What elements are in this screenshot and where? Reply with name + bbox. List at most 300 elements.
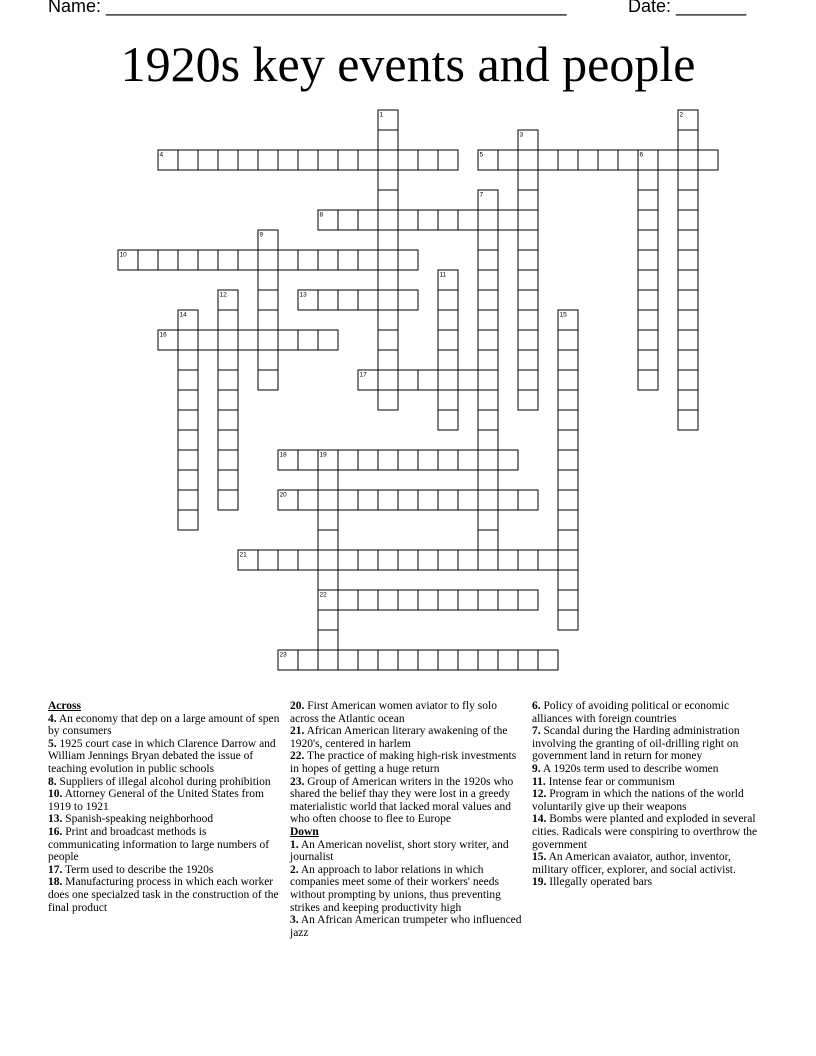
grid-cell[interactable] <box>678 130 698 150</box>
grid-cell[interactable] <box>638 250 658 270</box>
grid-cell[interactable] <box>638 270 658 290</box>
grid-cell[interactable] <box>518 330 538 350</box>
grid-cell[interactable] <box>258 550 278 570</box>
grid-cell[interactable] <box>678 350 698 370</box>
grid-cell[interactable] <box>518 350 538 370</box>
grid-cell[interactable] <box>478 250 498 270</box>
across-heading: Across <box>48 700 82 712</box>
clue-item <box>48 813 280 826</box>
grid-cell[interactable] <box>498 550 518 570</box>
grid-number: 1 <box>379 111 384 119</box>
grid-cell[interactable] <box>378 310 398 330</box>
grid-cell[interactable] <box>698 150 718 170</box>
grid-cell[interactable] <box>218 370 238 390</box>
grid-cell[interactable] <box>378 330 398 350</box>
grid-cell[interactable] <box>438 390 458 410</box>
clue-number: 19. <box>532 876 547 889</box>
grid-cell[interactable] <box>558 510 578 530</box>
grid-cell[interactable] <box>518 250 538 270</box>
grid-cell[interactable] <box>318 470 338 490</box>
grid-cell[interactable] <box>398 370 418 390</box>
grid-cell[interactable] <box>638 290 658 310</box>
clue-text: Illegally operated bars <box>549 876 653 889</box>
grid-cell[interactable] <box>678 150 698 170</box>
grid-cell[interactable] <box>178 470 198 490</box>
grid-cell[interactable] <box>458 210 478 230</box>
grid-cell[interactable] <box>498 210 518 230</box>
grid-cell[interactable] <box>518 310 538 330</box>
clue-text: An American avaiator, author, inventor, military officer, explorer, and social activist. <box>532 851 736 876</box>
grid-cell[interactable] <box>478 650 498 670</box>
grid-cell[interactable] <box>418 370 438 390</box>
clue-number: 11. <box>532 775 546 788</box>
grid-cell[interactable] <box>458 590 478 610</box>
grid-cell[interactable] <box>678 250 698 270</box>
grid-cell[interactable] <box>298 550 318 570</box>
grid-cell[interactable] <box>438 310 458 330</box>
grid-cell[interactable] <box>418 550 438 570</box>
clue-item <box>48 776 280 789</box>
grid-cell[interactable] <box>478 370 498 390</box>
grid-cell[interactable] <box>218 150 238 170</box>
clue-item <box>48 864 280 877</box>
grid-number: 7 <box>479 191 484 199</box>
grid-cell[interactable] <box>678 370 698 390</box>
grid-cell[interactable] <box>438 370 458 390</box>
grid-cell[interactable] <box>498 490 518 510</box>
clue-text: An approach to labor relations in which companies meet some of their workers' needs without prompting by unions, thus preventing strikes and keeping productivity high <box>290 863 501 914</box>
grid-cell[interactable] <box>598 150 618 170</box>
grid-cell[interactable] <box>378 230 398 250</box>
grid-cell[interactable] <box>558 470 578 490</box>
grid-cell[interactable] <box>498 450 518 470</box>
clue-item <box>290 750 526 775</box>
clue-text: An African American trumpeter who influenced jazz <box>290 914 522 939</box>
grid-cell[interactable] <box>398 490 418 510</box>
grid-cell[interactable] <box>298 650 318 670</box>
grid-cell[interactable] <box>158 250 178 270</box>
grid-cell[interactable] <box>438 410 458 430</box>
grid-cell[interactable] <box>318 630 338 650</box>
grid-cell[interactable] <box>258 370 278 390</box>
grid-cell[interactable] <box>638 330 658 350</box>
grid-cell[interactable] <box>178 350 198 370</box>
clue-text: Attorney General of the United States from 1919 to 1921 <box>48 788 264 813</box>
grid-cell[interactable] <box>418 490 438 510</box>
grid-cell[interactable] <box>398 590 418 610</box>
grid-cell[interactable] <box>638 350 658 370</box>
grid-cell[interactable] <box>578 150 598 170</box>
grid-cell[interactable] <box>218 490 238 510</box>
clue-text: Print and broadcast methods is communicating information to large numbers of people <box>48 825 270 864</box>
grid-cell[interactable] <box>398 450 418 470</box>
grid-cell[interactable] <box>558 450 578 470</box>
grid-cell[interactable] <box>518 650 538 670</box>
grid-cell[interactable] <box>398 210 418 230</box>
grid-cell[interactable] <box>478 390 498 410</box>
grid-cell[interactable] <box>678 230 698 250</box>
grid-cell[interactable] <box>358 590 378 610</box>
grid-cell[interactable] <box>218 350 238 370</box>
grid-cell[interactable] <box>618 150 638 170</box>
grid-cell[interactable] <box>478 330 498 350</box>
grid-cell[interactable] <box>378 250 398 270</box>
grid-cell[interactable] <box>318 610 338 630</box>
grid-cell[interactable] <box>518 370 538 390</box>
grid-cell[interactable] <box>258 290 278 310</box>
grid-number: 11 <box>439 271 447 279</box>
grid-cell[interactable] <box>498 650 518 670</box>
grid-cell[interactable] <box>558 370 578 390</box>
grid-cell[interactable] <box>458 490 478 510</box>
grid-cell[interactable] <box>418 590 438 610</box>
grid-cell[interactable] <box>658 150 678 170</box>
grid-cell[interactable] <box>458 370 478 390</box>
grid-cell[interactable] <box>478 470 498 490</box>
clues-column-2 <box>290 700 526 939</box>
grid-cell[interactable] <box>318 150 338 170</box>
grid-cell[interactable] <box>678 170 698 190</box>
grid-cell[interactable] <box>538 650 558 670</box>
grid-cell[interactable] <box>218 330 238 350</box>
grid-cell[interactable] <box>638 370 658 390</box>
grid-cell[interactable] <box>478 530 498 550</box>
grid-cell[interactable] <box>378 170 398 190</box>
clue-item <box>290 914 526 939</box>
grid-cell[interactable] <box>218 410 238 430</box>
grid-cell[interactable] <box>358 550 378 570</box>
grid-cell[interactable] <box>358 250 378 270</box>
grid-cell[interactable] <box>218 430 238 450</box>
grid-cell[interactable] <box>378 130 398 150</box>
grid-cell[interactable] <box>378 650 398 670</box>
clue-item <box>532 813 768 851</box>
puzzle-title: 1920s key events and people <box>120 36 696 92</box>
grid-cell[interactable] <box>558 610 578 630</box>
grid-cell[interactable] <box>438 550 458 570</box>
date-field[interactable]: Date: _______ <box>628 0 747 16</box>
grid-cell[interactable] <box>338 290 358 310</box>
grid-cell[interactable] <box>478 450 498 470</box>
clue-number: 10. <box>48 788 63 801</box>
clue-number: 9. <box>532 762 541 775</box>
clue-text: Manufacturing process in which each worker does one specialzed task in the construction of the final product <box>48 876 279 914</box>
grid-cell[interactable] <box>318 250 338 270</box>
grid-cell[interactable] <box>438 150 458 170</box>
grid-cell[interactable] <box>178 450 198 470</box>
grid-cell[interactable] <box>478 430 498 450</box>
grid-cell[interactable] <box>478 210 498 230</box>
grid-cell[interactable] <box>378 590 398 610</box>
clue-item <box>290 700 526 725</box>
grid-cell[interactable] <box>638 190 658 210</box>
clue-number: 4. <box>48 712 57 725</box>
grid-number: 3 <box>519 131 524 139</box>
grid-cell[interactable] <box>238 150 258 170</box>
grid-cell[interactable] <box>258 150 278 170</box>
grid-cell[interactable] <box>438 210 458 230</box>
grid-cell[interactable] <box>318 530 338 550</box>
clue-text: Group of American writers in the 1920s who shared the belief thay they were lost in a greedy materialistic world that lacked moral values and who often choose to flee to Europe <box>290 775 514 826</box>
clue-number: 12. <box>532 788 547 801</box>
grid-cell[interactable] <box>378 190 398 210</box>
grid-cell[interactable] <box>558 410 578 430</box>
grid-cell[interactable] <box>678 390 698 410</box>
grid-cell[interactable] <box>238 250 258 270</box>
grid-cell[interactable] <box>338 650 358 670</box>
clue-text: 1925 court case in which Clarence Darrow and William Jennings Bryan debated the issue of teaching evolution in public schools <box>48 737 276 775</box>
grid-cell[interactable] <box>338 550 358 570</box>
grid-cell[interactable] <box>438 350 458 370</box>
grid-cell[interactable] <box>218 310 238 330</box>
grid-cell[interactable] <box>378 370 398 390</box>
grid-cell[interactable] <box>518 150 538 170</box>
grid-cell[interactable] <box>138 250 158 270</box>
grid-cell[interactable] <box>218 470 238 490</box>
grid-cell[interactable] <box>438 450 458 470</box>
grid-cell[interactable] <box>678 290 698 310</box>
grid-number: 5 <box>479 151 484 159</box>
clue-item <box>48 738 280 776</box>
grid-cell[interactable] <box>678 190 698 210</box>
grid-cell[interactable] <box>298 250 318 270</box>
clue-item <box>290 864 526 914</box>
grid-cell[interactable] <box>558 150 578 170</box>
grid-cell[interactable] <box>338 590 358 610</box>
grid-cell[interactable] <box>258 330 278 350</box>
grid-cell[interactable] <box>438 330 458 350</box>
grid-cell[interactable] <box>638 170 658 190</box>
grid-cell[interactable] <box>558 330 578 350</box>
clue-item <box>532 788 768 813</box>
grid-cell[interactable] <box>278 330 298 350</box>
grid-cell[interactable] <box>358 290 378 310</box>
grid-cell[interactable] <box>218 390 238 410</box>
clue-number: 18. <box>48 876 63 889</box>
grid-cell[interactable] <box>418 650 438 670</box>
grid-cell[interactable] <box>178 330 198 350</box>
grid-cell[interactable] <box>378 450 398 470</box>
grid-cell[interactable] <box>558 390 578 410</box>
grid-cell[interactable] <box>678 270 698 290</box>
grid-number: 14 <box>179 311 187 319</box>
grid-cell[interactable] <box>638 210 658 230</box>
grid-cell[interactable] <box>558 430 578 450</box>
grid-cell[interactable] <box>258 310 278 330</box>
grid-cell[interactable] <box>558 490 578 510</box>
grid-cell[interactable] <box>378 350 398 370</box>
grid-cell[interactable] <box>258 270 278 290</box>
grid-cell[interactable] <box>398 250 418 270</box>
grid-cell[interactable] <box>258 350 278 370</box>
grid-cell[interactable] <box>638 310 658 330</box>
grid-number: 10 <box>119 251 127 259</box>
grid-cell[interactable] <box>378 490 398 510</box>
grid-cell[interactable] <box>478 270 498 290</box>
grid-cell[interactable] <box>518 170 538 190</box>
grid-cell[interactable] <box>678 410 698 430</box>
grid-cell[interactable] <box>338 210 358 230</box>
grid-cell[interactable] <box>418 210 438 230</box>
grid-cell[interactable] <box>178 250 198 270</box>
grid-cell[interactable] <box>638 230 658 250</box>
grid-cell[interactable] <box>178 370 198 390</box>
grid-cell[interactable] <box>558 550 578 570</box>
clue-text: Suppliers of illegal alcohol during prohibition <box>59 775 271 788</box>
grid-cell[interactable] <box>518 190 538 210</box>
clue-number: 6. <box>532 700 541 712</box>
grid-number: 13 <box>299 291 307 299</box>
grid-cell[interactable] <box>518 270 538 290</box>
grid-cell[interactable] <box>558 530 578 550</box>
grid-cell[interactable] <box>378 290 398 310</box>
grid-cell[interactable] <box>178 490 198 510</box>
clue-number: 7. <box>532 725 541 738</box>
grid-cell[interactable] <box>218 450 238 470</box>
grid-cell[interactable] <box>378 550 398 570</box>
grid-cell[interactable] <box>438 490 458 510</box>
clue-item <box>290 776 526 826</box>
grid-cell[interactable] <box>518 230 538 250</box>
grid-cell[interactable] <box>178 510 198 530</box>
grid-cell[interactable] <box>458 650 478 670</box>
grid-number: 15 <box>559 311 567 319</box>
clue-number: 13. <box>48 813 63 826</box>
grid-cell[interactable] <box>478 350 498 370</box>
name-field[interactable]: Name: ______________________________________________ <box>48 0 567 16</box>
grid-cell[interactable] <box>198 150 218 170</box>
clue-text: Scandal during the Harding administration involving the granting of oil-drilling right on government land in return for money <box>532 725 740 763</box>
grid-cell[interactable] <box>298 150 318 170</box>
grid-cell[interactable] <box>298 490 318 510</box>
clues-column-1 <box>48 700 280 914</box>
grid-cell[interactable] <box>338 250 358 270</box>
grid-cell[interactable] <box>318 490 338 510</box>
grid-cell[interactable] <box>338 450 358 470</box>
grid-cell[interactable] <box>398 150 418 170</box>
grid-number: 17 <box>359 371 367 379</box>
grid-cell[interactable] <box>358 650 378 670</box>
grid-cell[interactable] <box>358 210 378 230</box>
clue-number: 5. <box>48 737 57 750</box>
grid-cell[interactable] <box>318 570 338 590</box>
grid-cell[interactable] <box>538 150 558 170</box>
grid-cell[interactable] <box>378 390 398 410</box>
grid-number: 2 <box>679 111 684 119</box>
clue-item <box>532 763 768 776</box>
grid-cell[interactable] <box>218 250 238 270</box>
clues-column-3 <box>532 700 768 889</box>
grid-cell[interactable] <box>278 250 298 270</box>
grid-cell[interactable] <box>258 250 278 270</box>
clue-item <box>48 876 280 914</box>
grid-cell[interactable] <box>398 290 418 310</box>
clue-item <box>532 725 768 763</box>
grid-cell[interactable] <box>458 450 478 470</box>
grid-cell[interactable] <box>318 550 338 570</box>
grid-cell[interactable] <box>518 390 538 410</box>
grid-cell[interactable] <box>178 390 198 410</box>
grid-cell[interactable] <box>538 550 558 570</box>
clue-text: Program in which the nations of the world voluntarily give up their weapons <box>532 788 744 813</box>
grid-cell[interactable] <box>418 150 438 170</box>
grid-number: 23 <box>279 651 287 659</box>
clue-text: An economy that dep on a large amount of spen by consumers <box>48 712 280 738</box>
grid-cell[interactable] <box>498 150 518 170</box>
grid-cell[interactable] <box>198 330 218 350</box>
grid-number: 4 <box>159 151 164 159</box>
grid-cell[interactable] <box>518 550 538 570</box>
grid-cell[interactable] <box>678 310 698 330</box>
grid-cell[interactable] <box>518 210 538 230</box>
grid-cell[interactable] <box>318 290 338 310</box>
grid-cell[interactable] <box>478 290 498 310</box>
grid-cell[interactable] <box>178 410 198 430</box>
grid-cell[interactable] <box>278 150 298 170</box>
grid-cell[interactable] <box>298 330 318 350</box>
grid-cell[interactable] <box>458 550 478 570</box>
grid-cell[interactable] <box>418 450 438 470</box>
grid-cell[interactable] <box>478 230 498 250</box>
grid-cell[interactable] <box>678 330 698 350</box>
grid-cell[interactable] <box>518 490 538 510</box>
grid-cell[interactable] <box>478 310 498 330</box>
grid-cell[interactable] <box>358 450 378 470</box>
grid-cell[interactable] <box>318 330 338 350</box>
grid-cell[interactable] <box>398 550 418 570</box>
grid-cell[interactable] <box>378 150 398 170</box>
grid-cell[interactable] <box>198 250 218 270</box>
grid-cell[interactable] <box>478 510 498 530</box>
grid-cell[interactable] <box>438 590 458 610</box>
clue-text: Term used to describe the 1920s <box>65 863 214 876</box>
grid-cell[interactable] <box>298 450 318 470</box>
clue-text: First American women aviator to fly solo across the Atlantic ocean <box>290 700 497 725</box>
grid-cell[interactable] <box>318 510 338 530</box>
grid-cell[interactable] <box>478 490 498 510</box>
grid-cell[interactable] <box>378 210 398 230</box>
grid-cell[interactable] <box>478 550 498 570</box>
grid-cell[interactable] <box>678 210 698 230</box>
grid-cell[interactable] <box>358 150 378 170</box>
grid-cell[interactable] <box>558 590 578 610</box>
grid-cell[interactable] <box>318 650 338 670</box>
clue-text: Spanish-speaking neighborhood <box>65 813 214 826</box>
grid-cell[interactable] <box>478 410 498 430</box>
grid-cell[interactable] <box>558 570 578 590</box>
grid-number: 16 <box>159 331 167 339</box>
grid-cell[interactable] <box>358 490 378 510</box>
grid-cell[interactable] <box>438 650 458 670</box>
grid-cell[interactable] <box>238 330 258 350</box>
grid-cell[interactable] <box>178 430 198 450</box>
grid-cell[interactable] <box>478 590 498 610</box>
grid-cell[interactable] <box>558 350 578 370</box>
grid-cell[interactable] <box>278 550 298 570</box>
grid-cell[interactable] <box>398 650 418 670</box>
clue-number: 20. <box>290 700 305 712</box>
grid-cell[interactable] <box>338 490 358 510</box>
grid-cell[interactable] <box>498 590 518 610</box>
grid-cell[interactable] <box>378 270 398 290</box>
grid-cell[interactable] <box>518 590 538 610</box>
clue-item <box>48 788 280 813</box>
grid-cell[interactable] <box>518 290 538 310</box>
grid-cell[interactable] <box>178 150 198 170</box>
clue-number: 23. <box>290 775 305 788</box>
grid-cell[interactable] <box>338 150 358 170</box>
grid-cell[interactable] <box>438 290 458 310</box>
